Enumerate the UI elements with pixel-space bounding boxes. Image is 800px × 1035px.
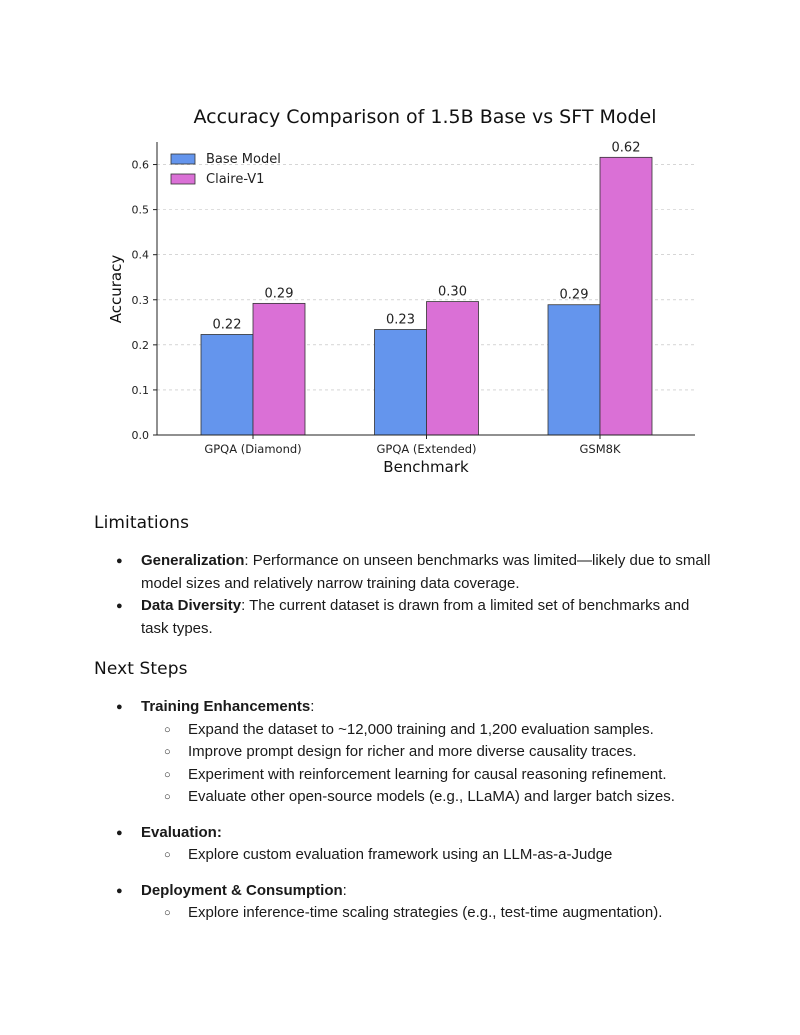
legend-swatch-claire-v1 [171,174,195,184]
sub-list-item: ○ Explore custom evaluation framework using an LLM-as-a-Judge [141,844,714,867]
list-item [94,595,714,640]
list-item-term: Generalization [141,552,245,569]
list-item-term: Training Enhancements [141,698,311,715]
legend-swatch-base-model [171,154,195,164]
legend-label-claire-v1: Claire-V1 [206,172,265,187]
sub-list-item: ○ Evaluate other open-source models (e.g., LLaMA) and larger batch sizes. [141,786,714,809]
sub-list-item: ○ Expand the dataset to ~12,000 training and 1,200 evaluation samples. [141,719,714,742]
y-tick-label: 0.6 [131,158,149,172]
bar-value-label: 0.62 [611,140,641,156]
sub-list [141,902,714,925]
list-item-text: : Performance on unseen benchmarks was limited—likely due to small model sizes and relatively narrow training data coverage. [141,552,711,592]
chart-title: Accuracy Comparison of 1.5B Base vs SFT Model [193,106,657,128]
next-steps-heading: Next Steps [94,659,188,679]
list-item-suffix: : [310,698,315,715]
bar-claire-v1 [600,157,652,435]
bar-value-label: 0.30 [438,284,467,300]
y-axis-label: Accuracy [107,254,125,324]
list-item-term: Deployment & Consumption [141,881,343,899]
y-tick-label: 0.4 [131,248,149,262]
list-item-term: Evaluation: [141,823,222,841]
limitations-heading: Limitations [94,513,190,533]
y-tick-label: 0.1 [131,383,149,397]
bar-base-model [375,330,427,435]
sub-list-item: ○ Explore inference-time scaling strategies (e.g., test-time augmentation). [141,902,714,925]
x-tick-label: GPQA (Diamond) [204,442,302,456]
bar-value-label: 0.23 [386,312,415,328]
bar-claire-v1 [253,303,305,435]
sub-list [141,844,714,867]
y-tick-label: 0.3 [131,293,149,307]
next-steps-list [94,696,714,925]
list-item [94,550,714,595]
bar-value-label: 0.29 [559,287,589,303]
accuracy-bar-chart [95,95,705,485]
list-item-term: Data Diversity [141,597,242,614]
list-item [94,880,714,925]
chart-legend [171,152,281,187]
sub-list-item: ○ Experiment with reinforcement learning for causal reasoning refinement. [141,764,714,787]
x-tick-label: GPQA (Extended) [376,442,477,456]
list-item-suffix: : [342,881,347,899]
x-axis-label: Benchmark [383,458,469,476]
bar-claire-v1 [427,302,479,435]
list-item [94,696,714,809]
list-item [94,822,714,867]
list-item-text: : The current dataset is drawn from a limited set of benchmarks and task types. [141,597,690,637]
x-tick-label: GSM8K [579,442,621,456]
legend-label-base-model: Base Model [206,152,281,167]
bar-base-model [548,305,600,435]
bar-base-model [201,334,253,435]
y-tick-label: 0.5 [131,203,149,217]
y-tick-label: 0.0 [131,429,149,442]
limitations-list [94,550,714,640]
y-tick-label: 0.2 [131,338,149,352]
bar-value-label: 0.29 [264,286,294,302]
sub-list [141,719,714,809]
sub-list-item: ○ Improve prompt design for richer and more diverse causality traces. [141,741,714,764]
bar-value-label: 0.22 [212,317,242,333]
document-body [94,513,714,925]
